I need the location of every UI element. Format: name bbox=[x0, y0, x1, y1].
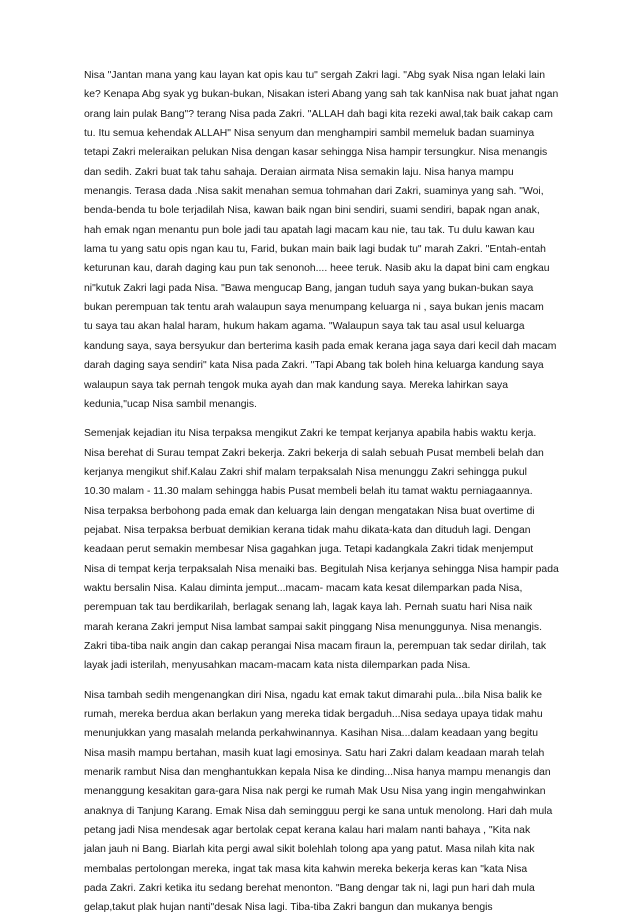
text-line: rumah, mereka berdua akan berlakun yang mereka tidak bergaduh...Nisa sedaya upaya tidak mahu bbox=[84, 709, 543, 720]
text-line: Nisa berehat di Surau tempat Zakri bekerja. Zakri bekerja di salah sebuah Pusat membeli belah dan bbox=[84, 447, 544, 459]
text-line: 10.30 malam - 11.30 malam sehingga habis Pusat membeli belah itu tamat waktu perniagaannya. bbox=[84, 486, 533, 498]
text-line: kandung saya, saya bersyukur dan berterima kasih pada emak kerana jaga saya dari kecil dah macam bbox=[84, 340, 557, 352]
text-line: marah kerana Zakri jemput Nisa lambat sampai sakit pinggang Nisa menunggunya. Nisa menangis. bbox=[84, 621, 542, 633]
text-line: jalan jauh ni Bang. Biarlah kita pergi awal sikit bolehlah tolong apa yang patut. Masa nilah kita nak bbox=[84, 844, 535, 856]
text-line: lama tu yang satu opis ngan kau tu, Farid, bukan main baik lagi budak tu" marah Zakri. "Entah-entah bbox=[84, 244, 546, 256]
text-line: tetapi Zakri meleraikan pelukan Nisa dengan kasar sehingga Nisa hampir tersungkur. Nisa menangis bbox=[84, 147, 548, 159]
text-line: tu. Itu semua kehendak ALLAH" Nisa senyum dan menghampiri sambil memeluk badan suaminya bbox=[84, 128, 535, 140]
paragraph-1 bbox=[84, 66, 566, 414]
text-line: ke? Kenapa Abg syak yg bukan-bukan, Nisakan isteri Abang yang sah tak kanNisa nak buat jahat ngan bbox=[84, 89, 559, 101]
paragraph-2 bbox=[84, 424, 566, 675]
text-line: dan sedih. Zakri buat tak tahu sahaja. Deraian airmata Nisa semakin laju. Nisa hanya mampu bbox=[84, 166, 514, 178]
text-line: keturunan kau, darah daging kau pun tak senonoh.... heee teruk. Nasib aku la dapat bini cam engkau bbox=[84, 263, 550, 275]
text-line: pada Zakri. Zakri ketika itu sedang berehat menonton. "Bang dengar tak ni, lagi pun hari dah mula bbox=[84, 883, 535, 895]
text-line: pejabat. Nisa terpaksa berbuat demikian kerana tidak mahu dikata-kata dan dituduh lagi. Dengan bbox=[84, 524, 531, 536]
text-line: benda-benda tu bole terjadilah Nisa, kawan baik ngan bini sendiri, suami sendiri, bapak ngan anak, bbox=[84, 205, 540, 217]
text-line: Zakri tiba-tiba naik angin dan cakap perangai Nisa macam firaun la, perempuan tak sedar dirilah, tak bbox=[84, 640, 547, 652]
text-line: layak jadi isterilah, menyusahkan macam-macam kata nista dilemparkan pada Nisa. bbox=[84, 660, 471, 672]
paragraph-3 bbox=[84, 686, 566, 918]
text-line: keadaan perut semakin membesar Nisa gagahkan juga. Tetapi kadangkala Zakri tidak menjemput bbox=[84, 544, 534, 556]
text-line: petang jadi Nisa mendesak agar bertolak cepat kerana kalau hari malam nanti bahaya , "Kita nak bbox=[84, 825, 531, 837]
text-line: menanggung kesakitan gara-gara Nisa nak pergi ke rumah Mak Usu Nisa yang ingin mengahwinkan bbox=[84, 786, 546, 798]
text-line: bukan perempuan tak tentu arah walaupun saya menumpang keluarga ni , saya bukan jenis macam bbox=[84, 302, 544, 314]
text-line: waktu bersalin Nisa. Kalau diminta jemput...macam- macam kata kesat dilemparkan pada Nisa, bbox=[84, 582, 523, 594]
text-line: ni"kutuk Zakri lagi pada Nisa. "Bawa mengucap Bang, jangan tuduh saya yang bukan-bukan saya bbox=[84, 282, 534, 294]
text-line: menunjukkan yang masalah melanda perkahwinannya. Kasihan Nisa...dalam keadaan yang begitu bbox=[84, 728, 539, 740]
text-line: kedunia,"ucap Nisa sambil menangis. bbox=[84, 398, 257, 410]
text-line: Nisa di tempat kerja terpaksalah Nisa menaiki bas. Begitulah Nisa kerjanya sehingga Nisa hampir pada bbox=[84, 563, 559, 575]
text-line: orang lain pulak Bang"? terang Nisa pada Zakri. "ALLAH dah bagi kita rezeki awal,tak baik cakap cam bbox=[84, 108, 553, 120]
text-line: anaknya di Tanjung Karang. Emak Nisa dah semingguu pergi ke sana untuk menolong. Hari dah mula bbox=[84, 805, 553, 817]
text-line: Semenjak kejadian itu Nisa terpaksa mengikut Zakri ke tempat kerjanya apabila habis waktu kerja. bbox=[84, 428, 537, 440]
text-line: darah daging saya sendiri" kata Nisa pada Zakri. "Tapi Abang tak boleh hina keluarga kandung saya bbox=[84, 360, 544, 372]
text-line: Nisa tambah sedih mengenangkan diri Nisa, ngadu kat emak takut dimarahi pula...bila Nisa balik ke bbox=[84, 689, 543, 701]
text-line: Nisa masih mampu bertahan, masih kuat lagi emosinya. Satu hari Zakri dalam keadaan marah telah bbox=[84, 747, 545, 759]
text-line: kerjanya mengikut shif.Kalau Zakri shif malam terpaksalah Nisa menunggu Zakri sehingga pukul bbox=[84, 466, 527, 478]
text-line: Nisa terpaksa berbohong pada emak dan keluarga lain dengan mengatakan Nisa buat overtime di bbox=[84, 505, 535, 517]
text-line: perempuan tak tau berdikarilah, berlagak senang lah, lagak kaya lah. Pernah suatu hari Nisa naik bbox=[84, 602, 533, 614]
text-line: menarik rambut Nisa dan menghantukkan kepala Nisa ke dinding...Nisa hanya mampu menangis dan bbox=[84, 767, 551, 779]
text-line: tu saya tau akan halal haram, hukum hakam agama. "Walaupun saya tak tau asal usul keluarga bbox=[84, 321, 525, 333]
text-line: menangis. Terasa dada .Nisa sakit menahan semua tohmahan dari Zakri, suaminya yang sah. "Woi, bbox=[84, 186, 544, 198]
text-line: walaupun saya tak pernah tengok muka ayah dan mak kandung saya. Mereka lahirkan saya bbox=[84, 379, 508, 391]
text-line: membalas pertolongan mereka, ingat tak masa kita kahwin mereka bekerja keras kan "kata Nisa bbox=[84, 863, 528, 875]
text-line: gelap,takut plak hujan nanti"desak Nisa lagi. Tiba-tiba Zakri bangun dan mukanya bengis bbox=[84, 902, 493, 914]
text-line: Nisa "Jantan mana yang kau layan kat opis kau tu" sergah Zakri lagi. "Abg syak Nisa ngan lelaki lain bbox=[84, 70, 545, 81]
text-line: hah emak ngan menantu pun bole jadi tau apatah lagi macam kau nie, tau tak. Tu dulu kawan kau bbox=[84, 224, 535, 236]
